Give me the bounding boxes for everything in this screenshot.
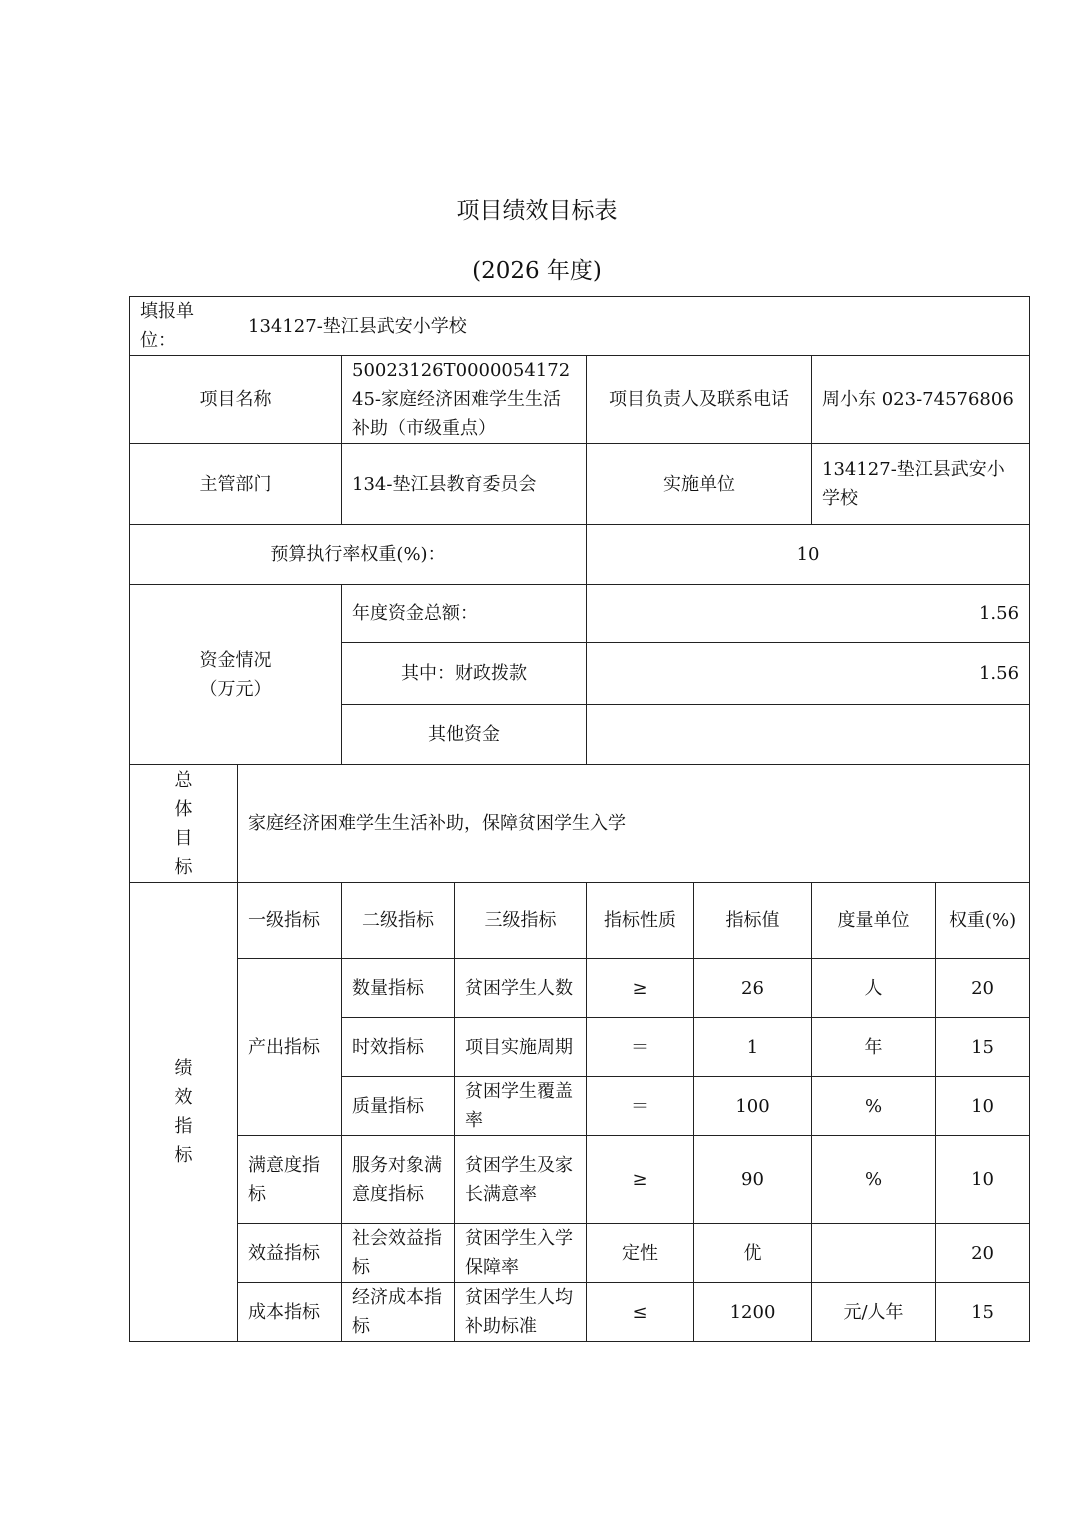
reporting-unit-value: 134127-垫江县武安小学校 (248, 315, 467, 337)
row-unit: 人 (812, 959, 936, 1018)
project-name-value: 50023126T000005417245-家庭经济困难学生生活补助（市级重点） (342, 356, 587, 444)
row-nature: ≥ (587, 959, 694, 1018)
row-weight: 15 (936, 1018, 1030, 1077)
budget-weight-value: 10 (587, 525, 1030, 585)
overall-goal-text: 家庭经济困难学生生活补助，保障贫困学生入学 (238, 765, 1030, 883)
row-weight: 15 (936, 1283, 1030, 1342)
funds-other-label: 其他资金 (342, 705, 587, 765)
performance-indicator-char: 效 (174, 1087, 193, 1108)
header-level1: 一级指标 (238, 883, 342, 959)
table-row (130, 1283, 1030, 1342)
row-level3: 贫困学生入学保障率 (455, 1224, 587, 1283)
page-title: 项目绩效目标表 (456, 198, 618, 224)
row-nature: ≤ (587, 1283, 694, 1342)
performance-indicator-char: 标 (174, 1145, 193, 1166)
overall-goal-label (130, 765, 238, 883)
row-unit (812, 1224, 936, 1283)
row-level2: 质量指标 (342, 1077, 455, 1136)
row-value: 1200 (694, 1283, 812, 1342)
funds-total-label: 年度资金总额： (342, 585, 587, 643)
header-level3: 三级指标 (455, 883, 587, 959)
funds-label-text: 资金情况（万元） (199, 649, 272, 700)
funds-label (130, 585, 342, 765)
row-nature: ＝ (587, 1077, 694, 1136)
row-nature: ＝ (587, 1018, 694, 1077)
table-row (130, 959, 1030, 1018)
row-value: 1 (694, 1018, 812, 1077)
row-unit: % (812, 1136, 936, 1224)
supervising-dept-label: 主管部门 (130, 444, 342, 525)
row-nature: ≥ (587, 1136, 694, 1224)
row-level3: 贫困学生及家长满意率 (455, 1136, 587, 1224)
project-name-label: 项目名称 (130, 356, 342, 444)
funds-fiscal-value: 1.56 (587, 643, 1030, 705)
row-value: 100 (694, 1077, 812, 1136)
performance-indicator-label (130, 883, 238, 1342)
row-level1: 满意度指标 (238, 1136, 342, 1224)
header-value: 指标值 (694, 883, 812, 959)
row-value: 26 (694, 959, 812, 1018)
row-unit: 年 (812, 1018, 936, 1077)
row-level2: 时效指标 (342, 1018, 455, 1077)
project-contact-value: 周小东 023-74576806 (812, 356, 1030, 444)
project-contact-label: 项目负责人及联系电话 (587, 356, 812, 444)
row-unit: 元/人年 (812, 1283, 936, 1342)
row-unit: % (812, 1077, 936, 1136)
row-level2: 数量指标 (342, 959, 455, 1018)
funds-fiscal-label: 其中：财政拨款 (342, 643, 587, 705)
row-level3: 贫困学生覆盖率 (455, 1077, 587, 1136)
performance-indicator-char: 绩 (174, 1058, 193, 1079)
funds-other-value (587, 705, 1030, 765)
overall-goal-char: 标 (174, 856, 193, 878)
page-subtitle: (2026 年度) (472, 258, 602, 284)
reporting-unit-label: 填报单位： (140, 301, 194, 351)
row-weight: 20 (936, 959, 1030, 1018)
row-level1: 产出指标 (238, 959, 342, 1136)
row-weight: 10 (936, 1077, 1030, 1136)
funds-total-value: 1.56 (587, 585, 1030, 643)
table-row (130, 1224, 1030, 1283)
row-level3: 项目实施周期 (455, 1018, 587, 1077)
implementing-unit-value: 134127-垫江县武安小学校 (812, 444, 1030, 525)
row-value: 优 (694, 1224, 812, 1283)
header-nature: 指标性质 (587, 883, 694, 959)
row-level2: 服务对象满意度指标 (342, 1136, 455, 1224)
implementing-unit-label: 实施单位 (587, 444, 812, 525)
row-value: 90 (694, 1136, 812, 1224)
table-row (130, 1136, 1030, 1224)
row-level1: 效益指标 (238, 1224, 342, 1283)
row-level1: 成本指标 (238, 1283, 342, 1342)
header-level2: 二级指标 (342, 883, 455, 959)
row-level2: 社会效益指标 (342, 1224, 455, 1283)
supervising-dept-value: 134-垫江县教育委员会 (342, 444, 587, 525)
row-nature: 定性 (587, 1224, 694, 1283)
row-level3: 贫困学生人数 (455, 959, 587, 1018)
row-weight: 20 (936, 1224, 1030, 1283)
overall-goal-char: 总 (174, 769, 193, 791)
performance-indicator-char: 指 (174, 1116, 193, 1137)
reporting-unit-row (130, 297, 1030, 356)
row-level3: 贫困学生人均补助标准 (455, 1283, 587, 1342)
header-weight: 权重(%) (936, 883, 1030, 959)
overall-goal-char: 体 (174, 798, 193, 820)
overall-goal-char: 目 (174, 827, 193, 849)
row-weight: 10 (936, 1136, 1030, 1224)
row-level2: 经济成本指标 (342, 1283, 455, 1342)
header-unit: 度量单位 (812, 883, 936, 959)
performance-target-table (129, 296, 1030, 1342)
budget-weight-label: 预算执行率权重(%)： (130, 525, 587, 585)
